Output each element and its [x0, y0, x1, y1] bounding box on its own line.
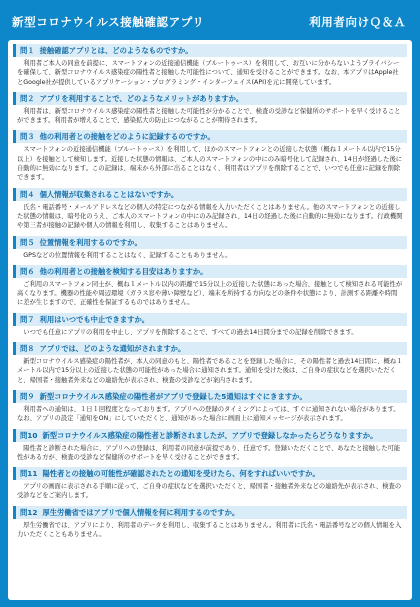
question-heading: [13, 429, 407, 442]
answer-text: 陽性者と診断された場合に、アプリへの登録は、利用者の同意が前提であり、任意です。登録いただくことで、あなたと接触した可能性がある方が、検査の受診など保健所のサポートを早く受けることができます。: [17, 444, 401, 461]
question-heading: [13, 92, 407, 105]
question-text: 利用はいつでも中止できますか。: [39, 314, 150, 324]
question-heading: [13, 188, 407, 201]
qa-item-4: [13, 188, 407, 234]
question-text: アプリを利用することで、どのようなメリットがありますか。: [39, 93, 244, 103]
question-text: 他の利用者との接触をどのように記録するのですか。: [39, 132, 215, 142]
page-header: [8, 6, 412, 38]
question-number: 問４: [20, 189, 35, 199]
question-number: 問５: [20, 237, 35, 247]
question-heading: [13, 236, 407, 249]
question-number: 問８: [20, 344, 35, 354]
page-subtitle: 利用者向けＱ＆Ａ: [309, 15, 406, 29]
question-number: 問７: [20, 314, 35, 324]
qa-item-12: [13, 506, 407, 543]
question-heading: [13, 130, 407, 143]
question-number: 問６: [20, 266, 35, 276]
question-heading: [13, 467, 407, 480]
question-number: 問12: [20, 507, 38, 517]
question-text: 個人情報が収集されることはないですか。: [39, 189, 179, 199]
question-text: 他の利用者との接触を検知する目安はありますか。: [39, 266, 208, 276]
question-number: 問２: [20, 93, 35, 103]
qa-item-7: [13, 313, 407, 340]
answer-text: 新型コロナウイルス感染症の陽性者が、本人の同意のもと、陽性者であることを登録した場合に、その陽性者と過去14日間に、概ね１メートル以内で15分以上の近接した状態の可能性があった場合に通知されます。通知を受けた後は、ご自身の症状などを選択いただくと、帰国者・接触者外来などの連絡先が表示され、検査の受診などが案内されます。: [17, 358, 403, 384]
question-heading: [13, 265, 407, 278]
question-text: 位置情報を利用するのですか。: [39, 237, 142, 247]
answer-text: 利用者は、新型コロナウイルス感染症の陽性者と接触した可能性が分かることで、検査の受診など保健所のサポートを早く受けることができます。利用者が増えることで、感染拡大の防止につながることが期待されます。: [17, 107, 401, 125]
question-heading: [13, 44, 407, 57]
qa-item-3: [13, 130, 407, 185]
qa-item-2: [13, 92, 407, 129]
question-text: アプリでは、どのような通知がされますか。: [39, 344, 186, 354]
answer-text: 氏名・電話番号・メールアドレスなどの個人の特定につながる情報を入力いただくことはありません。他のスマートフォンとの近接した状態の情報は、暗号化のうえ、ご本人のスマートフォンの中にのみ記録され、14日の経過した後に自動的に無効になります。行政機関や第三者が接触の記録や個人の情報を利用し、収集することはありません。: [17, 203, 403, 230]
question-heading: [13, 313, 407, 326]
answer-text: いつでも任意にアプリの利用を中止し、アプリを削除することで、すべての過去14日間分までの記録を削除できます。: [23, 328, 358, 336]
question-heading: [13, 390, 407, 403]
qa-item-6: [13, 265, 407, 311]
question-number: 問10: [20, 430, 38, 440]
qa-item-1: [13, 44, 407, 90]
question-number: 問１: [20, 46, 35, 55]
qa-item-11: [13, 467, 407, 504]
qa-item-5: [13, 236, 407, 263]
question-number: 問９: [20, 391, 35, 401]
question-heading: [13, 506, 407, 519]
question-text: 新型コロナウイルス感染症の陽性者と診断されましたが、アプリで登録しなかったらどうなりますか。: [42, 430, 378, 440]
answer-text: スマートフォンの近接通信機能（ブルートゥース）を利用して、ほかのスマートフォンとの近接した状態（概ね１メートル以内で15分以上）を接触として検知します。近接した状態の情報は、ご本人のスマートフォンの中にのみ暗号化して記録され、14日が経過した後に自動的に無効になります。この記録は、端末から外部に出ることはなく、利用者はアプリを削除することで、いつでも任意に記録を削除できます。: [17, 146, 403, 182]
question-heading: [13, 342, 407, 355]
answer-text: 利用者ご本人の同意を前提に、スマートフォンの近接通信機能（ブルートゥース）を利用して、お互いに分からないようプライバシーを確保して、新型コロナウイルス感染症の陽性者と接触した可能性について、通知を受けることができます。なお、本アプリはApple社とGoogle社が提供しているアプリケーション・プログラミング・インターフェイス(API)を元に開発しています。: [17, 60, 400, 86]
answer-text: 厚生労働省では、アプリにより、利用者のデータを利用し、収集することはありません。利用者に氏名・電話番号などの個人情報を入力いただくこともありません。: [17, 521, 402, 539]
answer-text: 利用者への通知は、１日１回程度となっております。アプリへの登録のタイミングによっては、すぐに通知されない場合があります。なお、アプリの設定「通知をON」にしていただくと、通知があった場合に画面上に通知メッセージが表示されます。: [17, 405, 400, 423]
question-text: 新型コロナウイルス感染症の陽性者がアプリで登録した5通知はすぐにきますか。: [39, 391, 307, 401]
answer-text: GPSなどの位置情報を利用することはなく、記録することもありません。: [23, 251, 232, 259]
question-number: 問３: [20, 132, 35, 142]
question-text: 陽性者との接触の可能性が確認されたとの通知を受けたら、何をすればいいですか。: [42, 469, 320, 479]
question-text: 厚生労働省ではアプリで個人情報を何に利用するのですか。: [42, 507, 240, 517]
qa-item-10: [13, 429, 407, 466]
question-text: 接触確認アプリとは、どのようなものですか。: [39, 46, 193, 55]
answer-text: アプリの画面に表示される手順に従って、ご自身の症状などを選択いただくと、帰国者・接触者外来などの連絡先が表示され、検査の受診などをご案内します。: [17, 483, 402, 500]
page-title: 新型コロナウイルス接触確認アプリ: [12, 15, 205, 29]
qa-item-9: [13, 390, 407, 427]
qa-panel: [8, 40, 412, 600]
question-number: 問11: [20, 469, 38, 479]
answer-text: ご利用のスマートフォン同士が、概ね１メートル以内の距離で15分以上の近接した状態にあった場合、接触として検知される可能性が高くなります。機器の性能や周辺環境（ガラス窓や薄い障壁など）、端末を所持する方向などの条件や状態により、計測する距離や時間に差が生じますので、正確性を保証するものではありません。: [17, 280, 403, 307]
qa-item-8: [13, 342, 407, 388]
